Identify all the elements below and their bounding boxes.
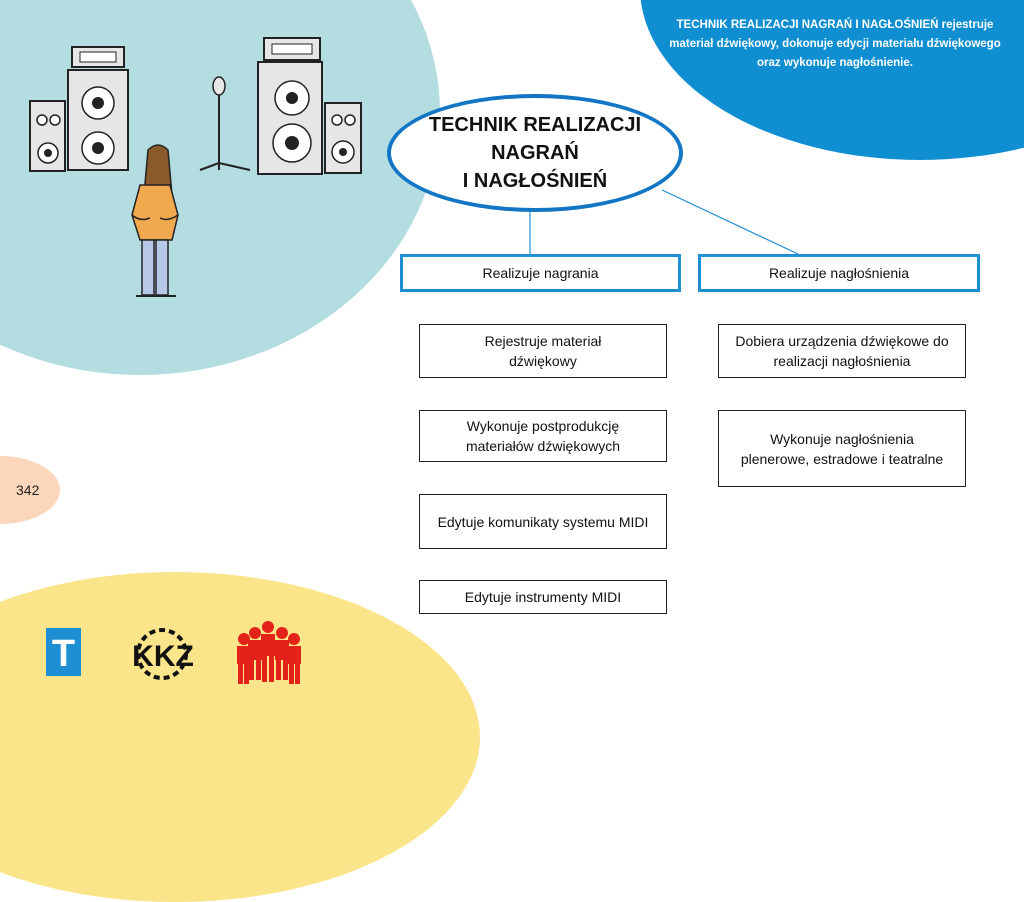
kkz-gear-logo-icon [132,630,194,678]
people-group-icon [237,621,301,684]
branch-realizuje-nagrania: Realizuje nagrania [400,254,681,292]
task-box: Rejestruje materiał dźwiękowy [419,324,667,378]
task-box: Wykonuje nagłośnienia plenerowe, estradowe i teatralne [718,410,966,487]
task-box: Wykonuje postprodukcję materiałów dźwiękowych [419,410,667,462]
t-logo-icon [46,628,81,676]
title-ellipse [387,94,683,212]
t-logo-letter: T [51,633,76,675]
task-box: Dobiera urządzenia dźwiękowe do realizacji nagłośnienia [718,324,966,378]
task-box: Edytuje komunikaty systemu MIDI [419,494,667,549]
page-number: 342 [16,482,40,498]
intro-text: TECHNIK REALIZACJI NAGRAŃ I NAGŁOŚNIEŃ rejestruje materiał dźwiękowy, dokonuje edycji materiału dźwiękowego oraz wykonuje nagłośnienie. [669,19,1001,69]
logos-area [0,0,320,725]
kkz-logo-text: KKZ [132,640,194,673]
branch-realizuje-naglosnienia: Realizuje nagłośnienia [698,254,980,292]
diagram-title: TECHNIK REALIZACJI NAGRAŃ I NAGŁOŚNIEŃ [428,114,642,192]
task-box: Edytuje instrumenty MIDI [419,580,667,614]
